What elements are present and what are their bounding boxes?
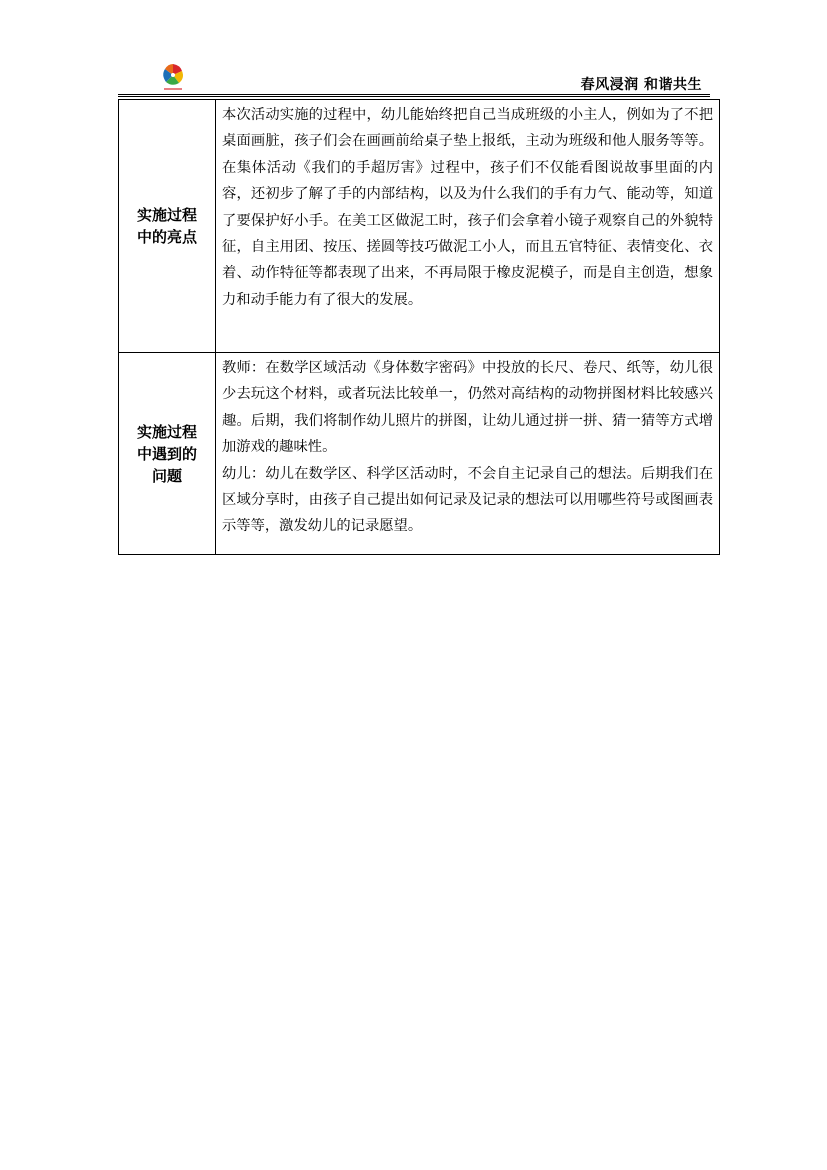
content-paragraph-children: 幼儿：幼儿在数学区、科学区活动时，不会自主记录自己的想法。后期我们在区域分享时，由孩子自己提出如何记录及记录的想法可以用哪些符号或图画表示等等，激发幼儿的记录愿望。 xyxy=(222,465,713,535)
row-label-highlights xyxy=(119,100,216,353)
table-row-highlights xyxy=(119,100,720,353)
content-paragraph: 本次活动实施的过程中，幼儿能始终把自己当成班级的小主人，例如为了不把桌面画脏，孩子们会在画画前给桌子垫上报纸，主动为班级和他人服务等等。在集体活动《我们的手超厉害》过程中，孩子们不仅能看图说故事里面的内容，还初步了解了手的内部结构，以及为什么我们的手有力气、能动等，知道了要保护好小手。在美工区做泥工时，孩子们会拿着小镜子观察自己的外貌特征，自主用团、按压、搓圆等技巧做泥工小人，而且五官特征、表情变化、衣着、动作特征等都表现了出来，不再局限于橡皮泥模子，而是自主创造，想象力和动手能力有了很大的发展。 xyxy=(222,107,713,308)
table-row-problems xyxy=(119,353,720,555)
row-content-problems xyxy=(216,353,720,555)
row-content-highlights xyxy=(216,100,720,353)
header-motto: 春风浸润 和谐共生 xyxy=(580,77,702,93)
row-label-problems xyxy=(119,353,216,555)
row-label-text: 实施过程中的亮点 xyxy=(136,206,197,246)
page-header xyxy=(118,58,710,98)
header-divider xyxy=(118,94,710,95)
header-divider-secondary xyxy=(118,96,710,97)
activity-report-table xyxy=(118,99,720,555)
content-paragraph-teacher: 教师：在数学区域活动《身体数字密码》中投放的长尺、卷尺、纸等，幼儿很少去玩这个材料，或者玩法比较单一，仍然对高结构的动物拼图材料比较感兴趣。后期，我们将制作幼儿照片的拼图，让幼儿通过拼一拼、猜一猜等方式增加游戏的趣味性。 xyxy=(222,360,713,456)
row-label-text: 实施过程中遇到的问题 xyxy=(136,422,197,485)
kindergarten-logo-icon xyxy=(160,62,186,92)
